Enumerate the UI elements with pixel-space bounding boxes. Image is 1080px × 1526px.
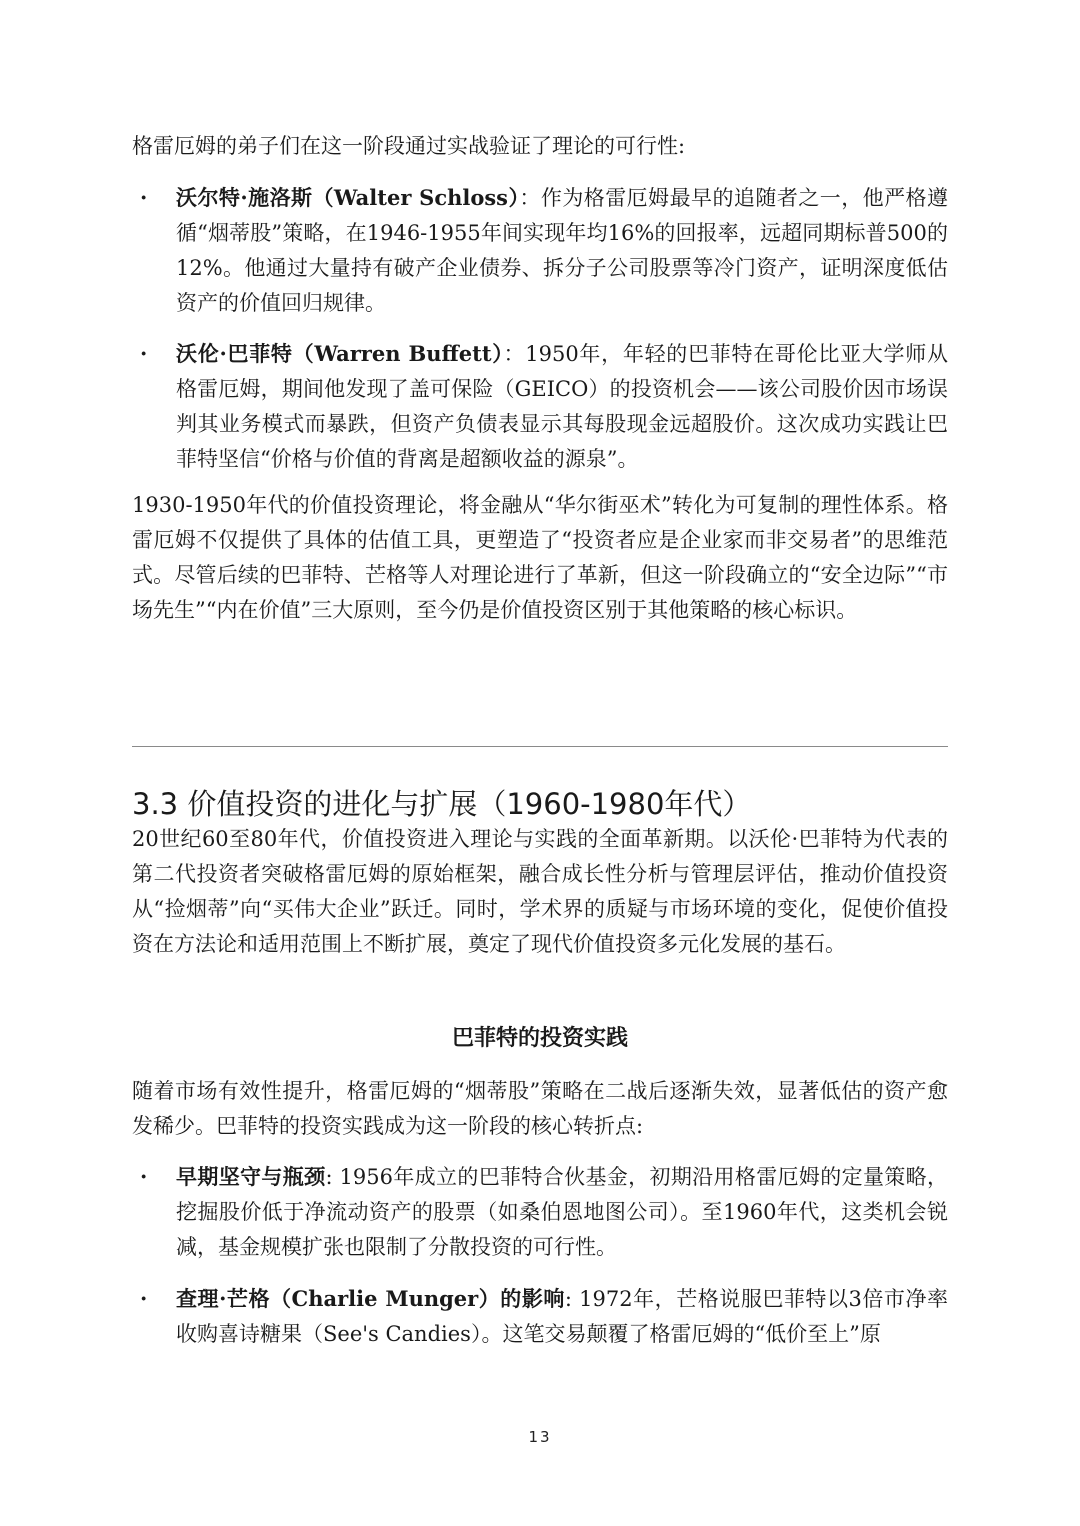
bullet-charlie-munger [132, 1281, 948, 1352]
bullet-lead: 早期坚守与瓶颈 [176, 1164, 326, 1189]
bullet-item [132, 1159, 948, 1265]
bullet-marker: · [140, 1286, 148, 1311]
section-intro-paragraph: 20世纪60至80年代，价值投资进入理论与实践的全面革新期。以沃伦·巴菲特为代表的第二代投资者突破格雷厄姆的原始框架，融合成长性分析与管理层评估，推动价值投资从“捡烟蒂”向“买伟大企业”跃迁。同时，学术界的质疑与市场环境的变化，促使价值投资在方法论和适用范围上不断扩展，奠定了现代价值投资多元化发展的基石。 [132, 827, 948, 956]
bullet-body: ：1950年，年轻的巴菲特在哥伦比亚大学师从格雷厄姆，期间他发现了盖可保险（GEICO）的投资机会——该公司股价因市场误判其业务模式而暴跌，但资产负债表显示其每股现金远超股价。这次成功实践让巴菲特坚信“价格与价值的背离是超额收益的源泉”。 [176, 342, 948, 471]
bullet-marker: · [140, 341, 148, 366]
section-divider [132, 746, 948, 747]
bullet-item [132, 336, 948, 477]
subheading: 巴菲特的投资实践 [451, 1025, 628, 1051]
page-number: 13 [528, 1428, 552, 1446]
bullet-text [176, 180, 948, 321]
bullet-body: : 1956年成立的巴菲特合伙基金，初期沿用格雷厄姆的定量策略，挖掘股价低于净流动资产的股票（如桑伯恩地图公司）。至1960年代，这类机会锐减，基金规模扩张也限制了分散投资的可行性。 [176, 1165, 948, 1259]
bullet-text [176, 336, 948, 477]
bullet-lead: 沃伦·巴菲特（Warren Buffett） [176, 341, 504, 366]
bullet-item [132, 180, 948, 321]
intro-paragraph: 格雷厄姆的弟子们在这一阶段通过实战验证了理论的可行性: [132, 134, 686, 158]
bullet-text [176, 1281, 948, 1352]
bullet-item [132, 1281, 948, 1352]
bullet-marker: · [140, 185, 148, 210]
bullet-body: ：作为格雷厄姆最早的追随者之一，他严格遵循“烟蒂股”策略，在1946-1955年间实现年均16%的回报率，远超同期标普500的12%。他通过大量持有破产企业债券、拆分子公司股票等冷门资产，证明深度低估资产的价值回归规律。 [176, 186, 948, 315]
bullet-warren-buffett [132, 336, 948, 477]
summary-paragraph: 1930-1950年代的价值投资理论，将金融从“华尔街巫术”转化为可复制的理性体系。格雷厄姆不仅提供了具体的估值工具，更塑造了“投资者应是企业家而非交易者”的思维范式。尽管后续的巴菲特、芒格等人对理论进行了革新，但这一阶段确立的“安全边际”“市场先生”“内在价值”三大原则，至今仍是价值投资区别于其他策略的核心标识。 [132, 493, 948, 622]
bullet-early-stage [132, 1159, 948, 1265]
bullet-lead: 查理·芒格（Charlie Munger）的影响 [176, 1286, 565, 1311]
bullet-text [176, 1159, 948, 1265]
bullet-walter-schloss [132, 180, 948, 321]
section-heading: 3.3 价值投资的进化与扩展（1960-1980年代） [132, 787, 752, 821]
bullet-body: : 1972年，芒格说服巴菲特以3倍市净率收购喜诗糖果（See's Candies）。这笔交易颠覆了格雷厄姆的“低价至上”原 [176, 1287, 948, 1346]
bullet-lead: 沃尔特·施洛斯（Walter Schloss） [176, 185, 520, 210]
bullet-marker: · [140, 1164, 148, 1189]
market-intro-paragraph: 随着市场有效性提升，格雷厄姆的“烟蒂股”策略在二战后逐渐失效，显著低估的资产愈发稀少。巴菲特的投资实践成为这一阶段的核心转折点: [132, 1079, 948, 1138]
